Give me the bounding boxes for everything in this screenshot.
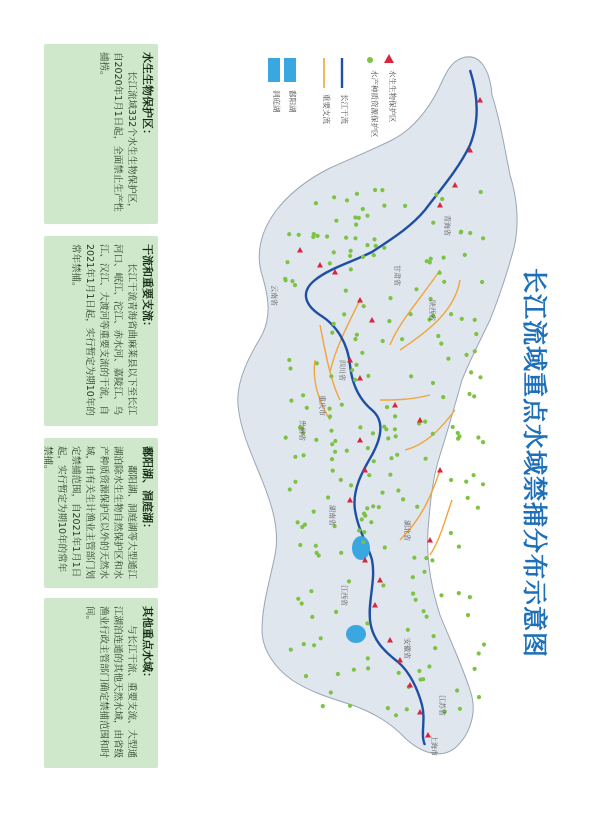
reserve-green-marker: [403, 204, 407, 208]
reserve-green-marker: [353, 215, 357, 219]
reserve-green-marker: [345, 449, 349, 453]
reserve-green-marker: [353, 378, 357, 382]
reserve-red-marker: [437, 467, 443, 473]
reserve-green-marker: [455, 688, 459, 692]
reserve-green-marker: [446, 357, 450, 361]
reserve-green-marker: [467, 392, 471, 396]
map-legend: [262, 46, 402, 166]
reserve-green-marker: [328, 261, 332, 265]
reserve-green-marker: [431, 381, 435, 385]
reserve-green-marker: [347, 579, 351, 583]
reserve-green-marker: [344, 289, 348, 293]
reserve-green-marker: [317, 553, 321, 557]
reserve-green-marker: [302, 453, 306, 457]
reserve-green-marker: [458, 707, 462, 711]
reserve-green-marker: [284, 436, 288, 440]
reserve-green-marker: [312, 232, 316, 236]
reserve-green-marker: [476, 435, 480, 439]
panel-text: 长江干流青海省曲麻莱县以下至长江河口、岷江、沱江、赤水河、嘉陵江、乌江、汉江、大渡河等重要支流的干流，自2021年1月1日起，实行暂定为期10年的常年禁捕。: [70, 244, 137, 416]
reserve-green-marker: [302, 642, 306, 646]
place-label: 江西省: [340, 585, 348, 606]
reserve-green-marker: [285, 260, 289, 264]
reserve-green-marker: [472, 473, 476, 477]
reserve-green-marker: [354, 223, 358, 227]
reserve-green-marker: [369, 520, 373, 524]
reserve-green-marker: [365, 214, 369, 218]
reserve-green-marker: [365, 621, 369, 625]
reserve-green-marker: [387, 319, 391, 323]
reserve-green-marker: [344, 236, 348, 240]
place-label: 湖南省: [328, 505, 336, 526]
dongting-lake: [346, 625, 366, 643]
reserve-green-marker: [348, 704, 352, 708]
reserve-green-marker: [349, 483, 353, 487]
reserve-green-marker: [425, 259, 429, 263]
reserve-green-marker: [464, 480, 468, 484]
reserve-green-marker: [374, 244, 378, 248]
reserve-green-marker: [449, 478, 453, 482]
reserve-green-marker: [457, 545, 461, 549]
reserve-green-marker: [301, 393, 305, 397]
reserve-green-marker: [386, 706, 390, 710]
legend-label: 水生生物保护区: [388, 70, 397, 123]
reserve-green-marker: [349, 249, 353, 253]
reserve-green-marker: [381, 583, 385, 587]
legend-label: 鄱阳湖: [288, 90, 297, 113]
reserve-green-marker: [396, 488, 400, 492]
panel-title: 水生生物保护区：: [141, 52, 154, 140]
reserve-green-marker: [336, 672, 340, 676]
reserve-green-marker: [482, 642, 486, 646]
reserve-green-marker: [361, 207, 365, 211]
reserve-green-marker: [342, 312, 346, 316]
reserve-green-marker: [456, 437, 460, 441]
reserve-green-marker: [381, 339, 385, 343]
reserve-green-marker: [288, 487, 292, 491]
reserve-green-marker: [297, 233, 301, 237]
place-label: 湖北省: [403, 520, 411, 541]
reserve-green-marker: [474, 332, 478, 336]
reserve-green-marker: [442, 256, 446, 260]
reserve-green-marker: [440, 197, 444, 201]
reserve-green-marker: [339, 551, 343, 555]
reserve-green-marker: [477, 651, 481, 655]
reserve-green-marker: [473, 667, 477, 671]
reserve-green-marker: [312, 510, 316, 514]
reserve-green-marker: [362, 530, 366, 534]
reserve-green-marker: [473, 349, 477, 353]
panel-lakes: [44, 438, 158, 588]
reserve-green-marker: [310, 615, 314, 619]
reserve-green-marker: [372, 237, 376, 241]
reserve-green-marker: [414, 287, 418, 291]
reserve-green-marker: [417, 669, 421, 673]
panel-text: 长江流域332个水生生物保护区，自2020年1月1日起，全面禁止生产性捕捞。: [98, 52, 137, 213]
panel-text: 鄱阳湖、洞庭湖等大型通江湖泊除水生生物自然保护区和水产种质资源保护区以外的天然水域，由有关生计渔业主管部门划定禁捕范围，自2021年1月1日起，实行暂定为期10年的常年禁捕。: [42, 446, 137, 580]
reserve-green-marker: [400, 337, 404, 341]
panel-title: 干流和重要支流：: [141, 244, 154, 332]
panel-aquatic-reserves: [44, 44, 158, 224]
reserve-green-marker: [331, 469, 335, 473]
reserve-green-marker: [388, 296, 392, 300]
reserve-green-marker: [326, 495, 330, 499]
reserve-green-marker: [355, 192, 359, 196]
reserve-green-marker: [353, 236, 357, 240]
reserve-green-marker: [459, 230, 463, 234]
reserve-green-marker: [290, 279, 294, 283]
place-label: 安徽省: [403, 638, 411, 659]
reserve-green-marker: [330, 457, 334, 461]
reserve-green-marker: [349, 267, 353, 271]
reserve-green-marker: [284, 278, 288, 282]
panel-other-waters: [44, 598, 158, 768]
reserve-green-marker: [380, 188, 384, 192]
reserve-green-marker: [436, 334, 440, 338]
reserve-green-marker: [451, 425, 455, 429]
reserve-green-marker: [460, 317, 464, 321]
reserve-green-marker: [411, 575, 415, 579]
reserve-green-marker: [442, 280, 446, 284]
reserve-green-marker: [394, 713, 398, 717]
reserve-green-marker: [433, 646, 437, 650]
reserve-green-marker: [406, 628, 410, 632]
reserve-green-marker: [339, 478, 343, 482]
reserve-green-marker: [365, 506, 369, 510]
reserve-green-marker: [393, 427, 397, 431]
reserve-green-marker: [409, 312, 413, 316]
reserve-green-marker: [330, 331, 334, 335]
reserve-green-marker: [333, 439, 337, 443]
reserve-green-marker: [432, 634, 436, 638]
reserve-green-marker: [328, 407, 332, 411]
reserve-green-marker: [345, 198, 349, 202]
poyang-icon: [284, 58, 296, 82]
reserve-green-marker: [472, 394, 476, 398]
reserve-green-marker: [319, 636, 323, 640]
reserve-green-marker: [422, 570, 426, 574]
reserve-green-marker: [421, 677, 425, 681]
map-title: 长江流域重点水域禁捕分布示意图: [520, 268, 549, 659]
reserve-green-marker: [457, 591, 461, 595]
reserve-green-marker: [456, 431, 460, 435]
reserve-green-marker: [360, 351, 364, 355]
reserve-green-marker: [389, 456, 393, 460]
reserve-green-marker: [414, 598, 418, 602]
reserve-green-marker: [315, 361, 319, 365]
reserve-green-marker: [464, 353, 468, 357]
reserve-green-marker: [333, 450, 337, 454]
reserve-green-marker: [431, 221, 435, 225]
reserve-green-marker: [422, 609, 426, 613]
reserve-green-marker: [388, 473, 392, 477]
place-label: 重庆市: [318, 395, 326, 416]
reserve-green-marker: [439, 593, 443, 597]
reserve-green-marker: [296, 597, 300, 601]
reserve-green-icon: [366, 56, 374, 64]
reserve-green-marker: [449, 312, 453, 316]
reserve-green-marker: [355, 333, 359, 337]
reserve-green-marker: [412, 556, 416, 560]
reserve-green-marker: [360, 517, 364, 521]
reserve-green-marker: [463, 253, 467, 257]
reserve-green-marker: [449, 531, 453, 535]
reserve-green-marker: [288, 366, 292, 370]
legend-label: 水产种质资源保护区: [370, 70, 379, 138]
reserve-green-marker: [372, 253, 376, 257]
reserve-green-marker: [481, 482, 485, 486]
reserve-green-marker: [334, 610, 338, 614]
reserve-green-marker: [439, 342, 443, 346]
dongting-icon: [268, 58, 280, 82]
reserve-green-marker: [362, 511, 366, 515]
reserve-green-marker: [386, 436, 390, 440]
reserve-green-marker: [479, 190, 483, 194]
reserve-green-marker: [394, 434, 398, 438]
reserve-green-marker: [330, 442, 334, 446]
reserve-green-marker: [366, 656, 370, 660]
reserve-green-marker: [348, 254, 352, 258]
reserve-green-marker: [373, 188, 377, 192]
legend-label: 长江干流: [340, 94, 349, 124]
reserve-green-marker: [366, 666, 370, 670]
panel-mainstream-tributaries: [44, 236, 158, 426]
reserve-green-marker: [296, 520, 300, 524]
reserve-green-marker: [350, 368, 354, 372]
reserve-green-marker: [340, 403, 344, 407]
reserve-green-marker: [325, 234, 329, 238]
reserve-green-marker: [397, 671, 401, 675]
reserve-green-marker: [441, 395, 445, 399]
reserve-green-marker: [366, 374, 370, 378]
reserve-green-marker: [293, 480, 297, 484]
reserve-green-marker: [361, 255, 365, 259]
reserve-green-marker: [293, 455, 297, 459]
reserve-green-marker: [423, 420, 427, 424]
reserve-green-marker: [329, 374, 333, 378]
reserve-green-marker: [382, 204, 386, 208]
poyang-lake: [352, 536, 370, 560]
reserve-green-marker: [357, 528, 361, 532]
place-label: 江苏省: [438, 695, 446, 716]
reserve-green-marker: [431, 432, 435, 436]
reserve-green-marker: [287, 358, 291, 362]
reserve-green-marker: [298, 543, 302, 547]
reserve-green-marker: [401, 497, 405, 501]
reserve-green-marker: [425, 615, 429, 619]
reserve-green-marker: [366, 446, 370, 450]
title-block: [512, 268, 556, 659]
reserve-green-marker: [358, 425, 362, 429]
reserve-green-marker: [287, 232, 291, 236]
reserve-green-marker: [434, 193, 438, 197]
reserve-green-marker: [361, 540, 365, 544]
reserve-green-marker: [321, 704, 325, 708]
reserve-green-marker: [304, 674, 308, 678]
reserve-green-marker: [380, 491, 384, 495]
reserve-green-marker: [424, 457, 428, 461]
reserve-green-marker: [385, 405, 389, 409]
reserve-green-marker: [309, 589, 313, 593]
legend-label: 洞庭湖: [272, 90, 281, 113]
panel-title: 其他重点水域：: [141, 606, 154, 683]
reserve-green-marker: [382, 246, 386, 250]
reserve-green-marker: [481, 236, 485, 240]
reserve-green-marker: [365, 243, 369, 247]
place-label: 上海市: [430, 735, 438, 756]
reserve-green-marker: [468, 231, 472, 235]
reserve-green-marker: [332, 322, 336, 326]
reserve-red-icon: [384, 54, 394, 64]
reserve-green-marker: [352, 668, 356, 672]
reserve-green-marker: [469, 370, 473, 374]
place-label: 四川省: [338, 360, 346, 381]
tributary-icon: [318, 58, 330, 88]
place-label: 甘肃省: [393, 265, 401, 286]
reserve-green-marker: [424, 556, 428, 560]
reserve-green-marker: [312, 643, 316, 647]
reserve-green-marker: [332, 195, 336, 199]
reserve-green-marker: [477, 695, 481, 699]
reserve-green-marker: [371, 504, 375, 508]
reserve-green-marker: [466, 496, 470, 500]
reserve-green-marker: [473, 318, 477, 322]
reserve-green-marker: [383, 545, 387, 549]
place-label: 青海省: [443, 215, 451, 236]
reserve-green-marker: [377, 505, 381, 509]
reserve-green-marker: [430, 558, 434, 562]
panel-title: 鄱阳湖、洞庭湖：: [141, 446, 154, 534]
reserve-green-marker: [393, 414, 397, 418]
reserve-green-marker: [409, 374, 413, 378]
reserve-green-marker: [329, 429, 333, 433]
reserve-green-marker: [362, 304, 366, 308]
reserve-green-marker: [481, 440, 485, 444]
reserve-green-marker: [429, 257, 433, 261]
reserve-green-marker: [372, 459, 376, 463]
reserve-green-marker: [289, 648, 293, 652]
reserve-green-marker: [329, 690, 333, 694]
reserve-green-marker: [382, 425, 386, 429]
reserve-green-marker: [427, 664, 431, 668]
reserve-green-marker: [405, 707, 409, 711]
reserve-green-marker: [328, 414, 332, 418]
panel-text: 与长江干流、重要支流、大型通江湖泊连通的其他天然水域，由省级渔业行政主管部门确定禁捕范围和时间。: [84, 606, 137, 759]
reserve-green-marker: [415, 505, 419, 509]
reserve-green-marker: [305, 406, 309, 410]
reserve-green-marker: [411, 592, 415, 596]
place-label: 陕西省: [428, 300, 436, 321]
reserve-green-marker: [466, 613, 470, 617]
reserve-green-marker: [314, 438, 318, 442]
reserve-green-marker: [314, 544, 318, 548]
reserve-green-marker: [334, 219, 338, 223]
reserve-green-marker: [289, 399, 293, 403]
reserve-green-marker: [314, 201, 318, 205]
reserve-green-marker: [353, 337, 357, 341]
mainstream-icon: [336, 58, 348, 88]
reserve-green-marker: [480, 280, 484, 284]
reserve-green-marker: [354, 363, 358, 367]
reserve-green-marker: [367, 473, 371, 477]
legend-label: 重要支流: [322, 94, 331, 124]
reserve-green-marker: [478, 375, 482, 379]
reserve-green-marker: [395, 453, 399, 457]
place-label: 贵州省: [298, 420, 306, 441]
reserve-green-marker: [476, 506, 480, 510]
reserve-green-marker: [438, 271, 442, 275]
reserve-green-marker: [300, 601, 304, 605]
place-label: 云南省: [270, 285, 278, 306]
reserve-green-marker: [468, 595, 472, 599]
reserve-green-marker: [293, 283, 297, 287]
reserve-green-marker: [332, 250, 336, 254]
reserve-green-marker: [316, 234, 320, 238]
reserve-green-marker: [303, 523, 307, 527]
reserve-green-marker: [371, 431, 375, 435]
